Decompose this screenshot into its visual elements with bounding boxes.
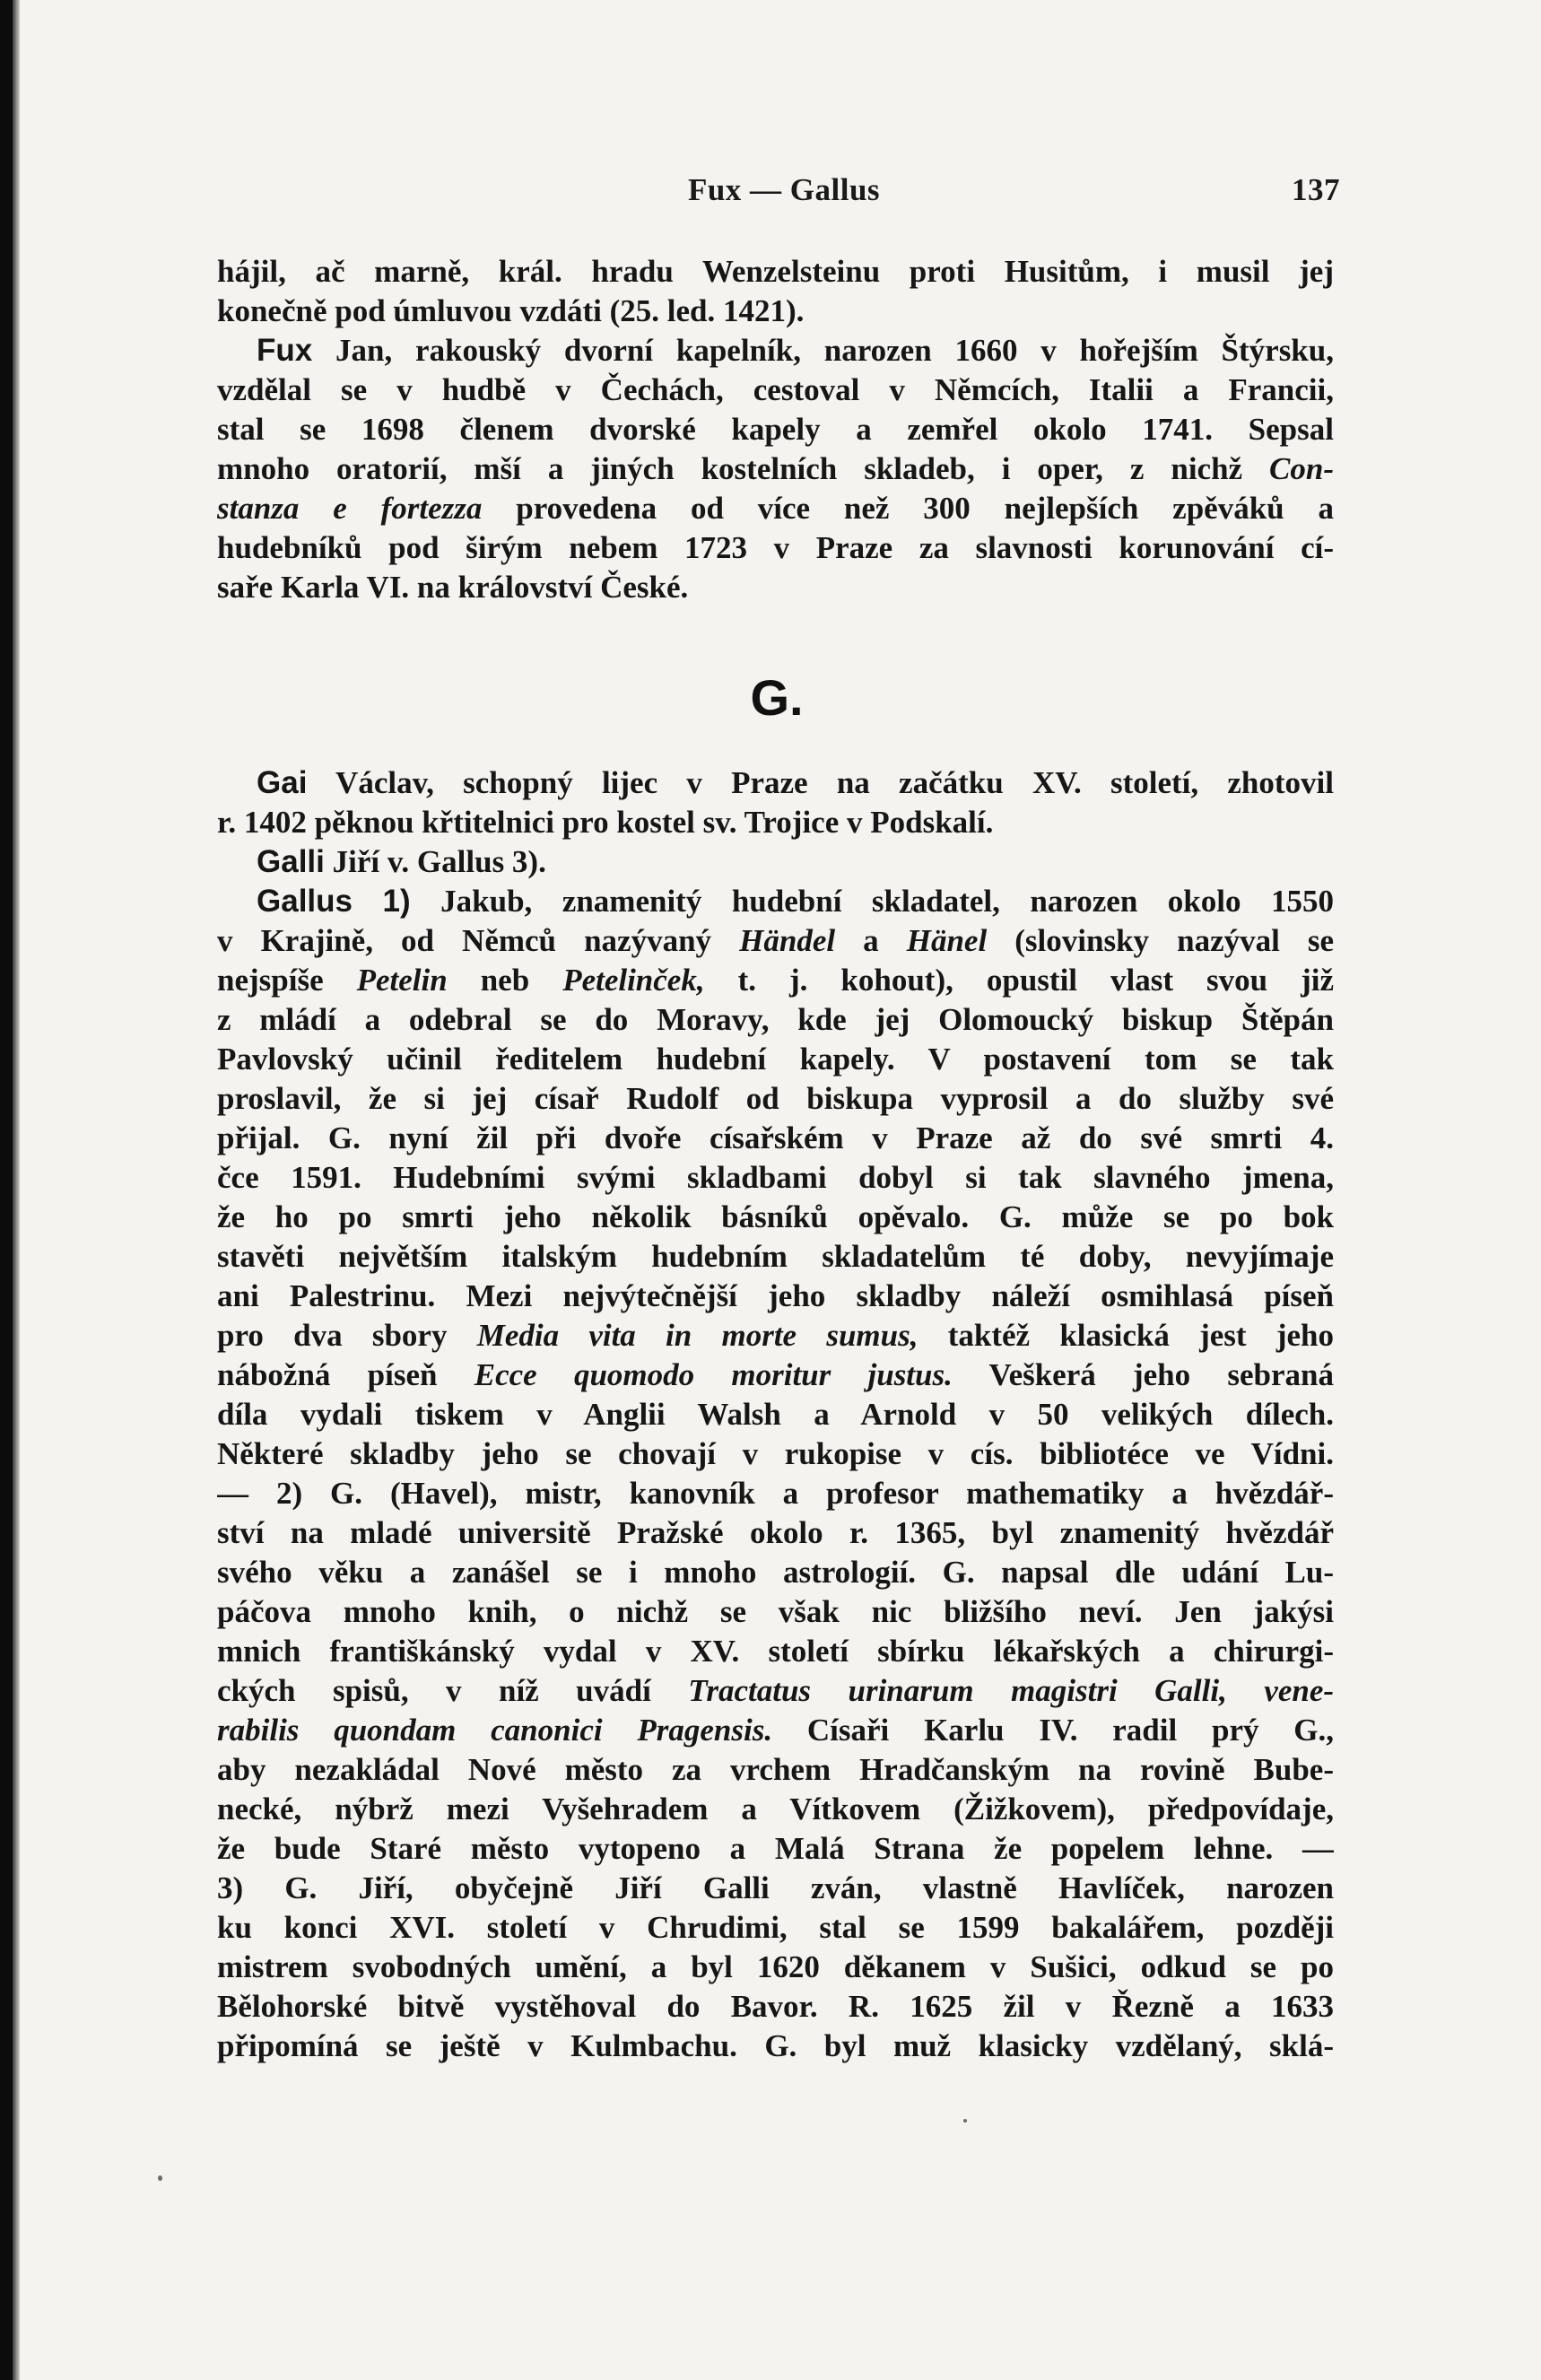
page-spine-edge (13, 0, 20, 2380)
text-line: nejspíše Petelin neb Petelinček, t. j. kohout), opustil vlast svou již (217, 963, 1334, 998)
text-line: pro dva sbory Media vita in morte sumus, taktéž klasická jest jeho (217, 1318, 1334, 1353)
text-line: konečně pod úmluvou vzdáti (25. led. 1421). (217, 293, 805, 328)
text-line: připomíná se ještě v Kulmbachu. G. byl muž klasicky vzdělaný, sklá- (217, 2028, 1334, 2063)
entry-galli: Galli Jiří v. Gallus 3). (257, 844, 546, 879)
entry-gai: Gai Václav, schopný lijec v Praze na začátku XV. století, zhotovil (257, 765, 1334, 800)
text-line: stal se 1698 členem dvorské kapely a zemřel okolo 1741. Sepsal (217, 412, 1334, 447)
text-line: ství na mladé universitě Pražské okolo r. 1365, byl znamenitý hvězdář (217, 1515, 1334, 1550)
text-line: páčova mnoho knih, o nichž se však nic bližšího neví. Jen jakýsi (217, 1594, 1334, 1629)
text-line: stanza e fortezza provedena od více než 300 nejlepších zpěváků a (217, 491, 1334, 526)
section-heading: G. (750, 669, 804, 726)
entry-gallus: Gallus 1) Jakub, znamenitý hudební skladatel, narozen okolo 1550 (257, 884, 1334, 919)
text-line: aby nezakládal Nové město za vrchem Hradčanským na rovině Bube- (217, 1752, 1334, 1787)
text-line: v Krajině, od Němců nazývaný Händel a Hänel (slovinsky nazýval se (217, 923, 1334, 958)
text-line: mnoho oratorií, mší a jiných kostelních skladeb, i oper, z nichž Con- (217, 451, 1334, 486)
entry-fux: Fux Jan, rakouský dvorní kapelník, narozen 1660 v hořejším Štýrsku, (257, 333, 1334, 368)
paper-speck (158, 2175, 162, 2181)
text-line: přijal. G. nyní žil při dvoře císařském v Praze až do své smrti 4. (217, 1120, 1334, 1155)
text-line: vzdělal se v hudbě v Čechách, cestoval v Němcích, Italii a Francii, (217, 372, 1334, 407)
text-line: proslavil, že si jej císař Rudolf od biskupa vyprosil a do služby své (217, 1081, 1334, 1116)
running-title: Fux — Gallus (687, 172, 881, 207)
text-line: z mládí a odebral se do Moravy, kde jej Olomoucký biskup Štěpán (217, 1002, 1334, 1037)
text-line: stavěti největším italským hudebním skladatelům té doby, nevyjímaje (217, 1239, 1334, 1274)
headword: Galli (257, 844, 325, 879)
book-page (13, 0, 1541, 2380)
page-number: 137 (1292, 172, 1340, 207)
text-line: Pavlovský učinil ředitelem hudební kapely. V postavení tom se tak (217, 1042, 1334, 1077)
text-line: díla vydali tiskem v Anglii Walsh a Arnold v 50 velikých dílech. (217, 1397, 1334, 1432)
text-line: že ho po smrti jeho několik básníků opěvalo. G. může se po bok (217, 1199, 1334, 1234)
text-line: — 2) G. (Havel), mistr, kanovník a profesor mathematiky a hvězdář- (217, 1476, 1334, 1511)
paper-speck (963, 2119, 967, 2123)
headword: Gai (257, 765, 308, 800)
text-line: svého věku a zanášel se i mnoho astrologií. G. napsal dle udání Lu- (217, 1555, 1334, 1590)
text-line: Některé skladby jeho se chovají v rukopise v cís. bibliotéce ve Vídni. (217, 1436, 1334, 1471)
text-line: mistrem svobodných umění, a byl 1620 děkanem v Sušici, odkud se po (217, 1949, 1334, 1984)
text-line: čce 1591. Hudebními svými skladbami dobyl si tak slavného jmena, (217, 1160, 1334, 1195)
headword: Gallus (257, 884, 353, 919)
page-header (228, 172, 1340, 215)
text-line: ani Palestrinu. Mezi nejvýtečnější jeho skladby náleží osmihlasá píseň (217, 1278, 1334, 1313)
text-line: 3) G. Jiří, obyčejně Jiří Galli zván, vlastně Havlíček, narozen (217, 1870, 1334, 1905)
text-line: hájil, ač marně, král. hradu Wenzelsteinu proti Husitům, i musil jej (217, 254, 1334, 289)
text-line: nábožná píseň Ecce quomodo moritur justus. Veškerá jeho sebraná (217, 1357, 1334, 1392)
text-line: mnich františkánský vydal v XV. století sbírku lékařských a chirurgi- (217, 1634, 1334, 1669)
text-line: necké, nýbrž mezi Vyšehradem a Vítkovem (Žižkovem), předpovídaje, (217, 1792, 1334, 1826)
text-line: r. 1402 pěknou křtitelnici pro kostel sv. Trojice v Podskalí. (217, 805, 994, 840)
text-line: ku konci XVI. století v Chrudimi, stal se 1599 bakalářem, později (217, 1910, 1334, 1945)
text-line: Bělohorské bitvě vystěhoval do Bavor. R. 1625 žil v Řezně a 1633 (217, 1989, 1334, 2024)
text-line: hudebníků pod širým nebem 1723 v Praze za slavnosti korunování cí- (217, 530, 1334, 565)
text-line: že bude Staré město vytopeno a Malá Strana že popelem lehne. — (217, 1831, 1334, 1866)
text-line: saře Karla VI. na království České. (217, 570, 689, 605)
text-line: rabilis quondam canonici Pragensis. Císaři Karlu IV. radil prý G., (217, 1713, 1334, 1748)
text-line: ckých spisů, v níž uvádí Tractatus urinarum magistri Galli, vene- (217, 1673, 1334, 1708)
headword: Fux (257, 333, 313, 368)
